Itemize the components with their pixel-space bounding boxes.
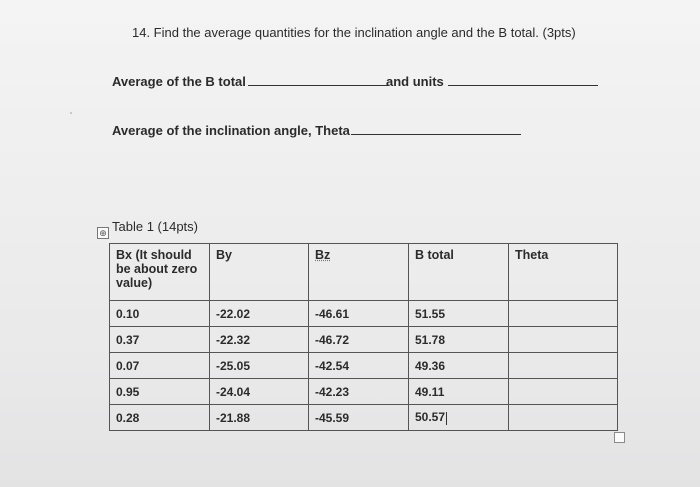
- cell-btotal[interactable]: 51.78: [409, 327, 509, 353]
- table-caption: Table 1 (14pts): [112, 219, 198, 234]
- data-table: [109, 243, 618, 431]
- header-btotal: B total: [409, 244, 509, 301]
- cell-btotal-value: 50.57: [415, 410, 446, 425]
- b-total-line: [112, 73, 388, 89]
- header-bz: Bz: [309, 244, 409, 301]
- theta-label: Average of the inclination angle, Theta: [112, 123, 350, 138]
- cell-bx[interactable]: 0.10: [110, 301, 210, 327]
- question-title: 14. Find the average quantities for the inclination angle and the B total. (3pts): [132, 25, 576, 40]
- cell-theta[interactable]: [509, 405, 618, 431]
- table-row: [110, 327, 618, 353]
- table-row: [110, 405, 618, 431]
- table-resize-icon[interactable]: [614, 432, 625, 443]
- cell-btotal[interactable]: 51.55: [409, 301, 509, 327]
- cell-theta[interactable]: [509, 379, 618, 405]
- page-speck: [70, 112, 72, 114]
- cell-by[interactable]: -22.32: [210, 327, 309, 353]
- units-label: and units: [386, 74, 444, 89]
- header-by: By: [210, 244, 309, 301]
- units-answer-blank[interactable]: [448, 73, 598, 86]
- table-row: [110, 379, 618, 405]
- cell-bz[interactable]: -42.54: [309, 353, 409, 379]
- cell-bx[interactable]: 0.37: [110, 327, 210, 353]
- cell-bz[interactable]: -46.72: [309, 327, 409, 353]
- table-row: [110, 301, 618, 327]
- cell-btotal[interactable]: 49.11: [409, 379, 509, 405]
- b-total-answer-blank[interactable]: [248, 73, 388, 86]
- cell-bz[interactable]: -42.23: [309, 379, 409, 405]
- cell-bx[interactable]: 0.28: [110, 405, 210, 431]
- header-bx: Bx (It should be about zero value): [110, 244, 210, 301]
- cell-bz[interactable]: -45.59: [309, 405, 409, 431]
- table-move-icon[interactable]: ⊕: [97, 227, 109, 239]
- theta-line: [112, 122, 521, 138]
- cell-by[interactable]: -24.04: [210, 379, 309, 405]
- cell-theta[interactable]: [509, 353, 618, 379]
- cell-by[interactable]: -21.88: [210, 405, 309, 431]
- cell-theta[interactable]: [509, 301, 618, 327]
- cell-btotal[interactable]: [409, 405, 509, 431]
- cell-by[interactable]: -25.05: [210, 353, 309, 379]
- b-total-label: Average of the B total: [112, 74, 246, 89]
- cell-btotal[interactable]: 49.36: [409, 353, 509, 379]
- units-line: [386, 73, 598, 89]
- cell-bx[interactable]: 0.95: [110, 379, 210, 405]
- table-header-row: [110, 244, 618, 301]
- cell-bz[interactable]: -46.61: [309, 301, 409, 327]
- header-theta: Theta: [509, 244, 618, 301]
- cell-bx[interactable]: 0.07: [110, 353, 210, 379]
- text-cursor: [446, 412, 447, 425]
- theta-answer-blank[interactable]: [351, 122, 521, 135]
- cell-by[interactable]: -22.02: [210, 301, 309, 327]
- cell-theta[interactable]: [509, 327, 618, 353]
- table-row: [110, 353, 618, 379]
